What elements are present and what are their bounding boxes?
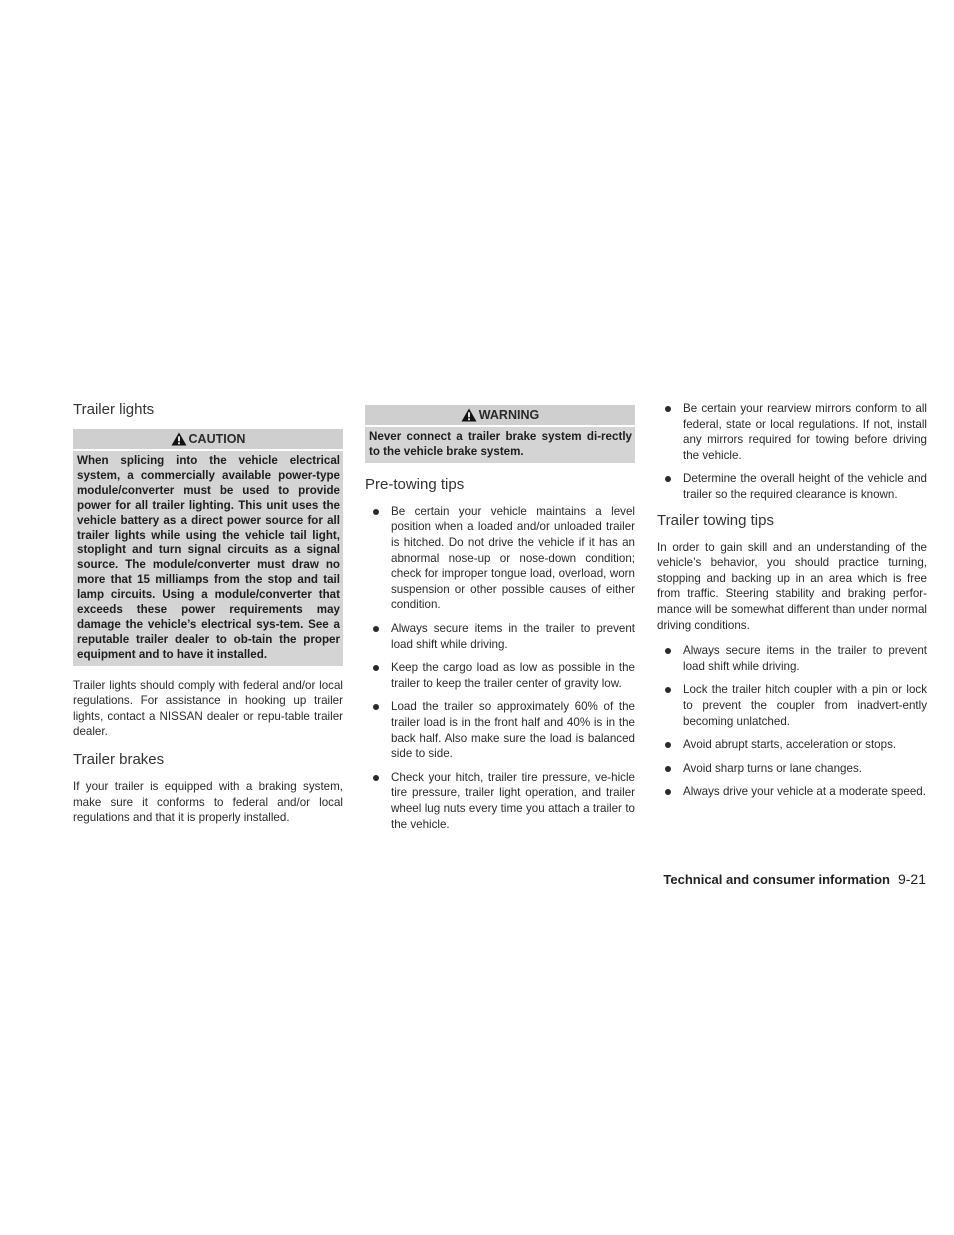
bullet-dot-icon [665,476,671,482]
towing-tips-list [657,643,927,800]
bullet-dot-icon [665,648,671,654]
warning-triangle-icon [461,408,477,422]
list-item: Be certain your vehicle maintains a level position when a loaded and/or unloaded trailer is hitched. Do not drive the vehicle if it has an abnormal nose-up or nose-down condition; check for improper tongue load, overload, worn suspension or other possible causes of either condition. [365,504,635,613]
footer-section-title: Technical and consumer information [663,872,890,887]
bullet-dot-icon [665,766,671,772]
list-item: Keep the cargo load as low as possible in the trailer to keep the trailer center of gravity low. [365,660,635,691]
list-item: Check your hitch, trailer tire pressure, ve-hicle tire pressure, trailer light operation, and trailer wheel lug nuts every time you attach a trailer to the vehicle. [365,770,635,832]
bullet-dot-icon [373,626,379,632]
trailer-lights-text: Trailer lights should comply with federal and/or local regulations. For assistance in hooking up trailer lights, contact a NISSAN dealer or repu-table trailer dealer. [73,678,343,739]
mirror-height-list [657,401,927,503]
heading-trailer-brakes: Trailer brakes [73,751,165,769]
warning-text: Never connect a trailer brake system di-rectly to the vehicle brake system. [369,430,632,458]
column-left [73,400,343,836]
caution-header [73,429,343,451]
bullet-dot-icon [373,775,379,781]
bullet-dot-icon [665,742,671,748]
pre-towing-list [365,504,635,832]
page-footer [663,871,926,887]
caution-label: CAUTION [188,432,246,446]
bullet-dot-icon [373,665,379,671]
page-number: 9-21 [897,871,926,887]
bullet-dot-icon [373,704,379,710]
column-middle [365,405,635,840]
caution-text: When splicing into the vehicle electrical system, a commercially available power-type module/converter must be used to provide power for all trailer lighting. This unit uses the vehicle battery as a direct power source for all trailer lights while using the vehicle tail light, stoplight and turn signal circuits as a signal source. The module/converter must draw no more that 15 milliamps from the stop and tail lamp circuits. Using a module/converter that exceeds these power requirements may damage the vehicle’s electrical sys-tem. See a reputable trailer dealer to ob-tain the proper equipment and to have it installed. [77,454,340,661]
list-item: Be certain your rearview mirrors conform to all federal, state or local regulations. If not, install any mirrors required for towing before driving the vehicle. [657,401,927,463]
warning-box [365,405,635,463]
bullet-dot-icon [373,509,379,515]
heading-pre-towing-tips: Pre-towing tips [365,475,465,493]
list-item: Avoid sharp turns or lane changes. [657,761,927,777]
heading-trailer-lights: Trailer lights [73,401,155,418]
list-item: Always drive your vehicle at a moderate speed. [657,784,927,800]
warning-label: WARNING [478,408,540,422]
heading-trailer-towing-tips: Trailer towing tips [657,511,774,529]
trailer-towing-text: In order to gain skill and an understanding of the vehicle’s behavior, you should practice turning, stopping and backing up in an area which is free from traffic. Steering stability and braking perfor-mance will be somewhat different than under normal driving conditions. [657,540,927,632]
list-item: Lock the trailer hitch coupler with a pin or lock to prevent the coupler from inadvert-ently becoming unlatched. [657,682,927,729]
bullet-dot-icon [665,789,671,795]
warning-triangle-icon [171,432,187,446]
list-item: Always secure items in the trailer to prevent load shift while driving. [657,643,927,674]
list-item: Always secure items in the trailer to prevent load shift while driving. [365,621,635,652]
bullet-dot-icon [665,406,671,412]
warning-header [365,405,635,427]
trailer-brakes-text: If your trailer is equipped with a braking system, make sure it conforms to federal and/or local regulations and that it is properly installed. [73,780,343,825]
list-item: Avoid abrupt starts, acceleration or stops. [657,737,927,753]
bullet-dot-icon [665,687,671,693]
list-item: Determine the overall height of the vehicle and trailer so the required clearance is known. [657,471,927,502]
column-right [657,401,927,808]
list-item: Load the trailer so approximately 60% of the trailer load is in the front half and 40% is in the back half. Also make sure the load is balanced side to side. [365,699,635,761]
caution-box [73,429,343,666]
